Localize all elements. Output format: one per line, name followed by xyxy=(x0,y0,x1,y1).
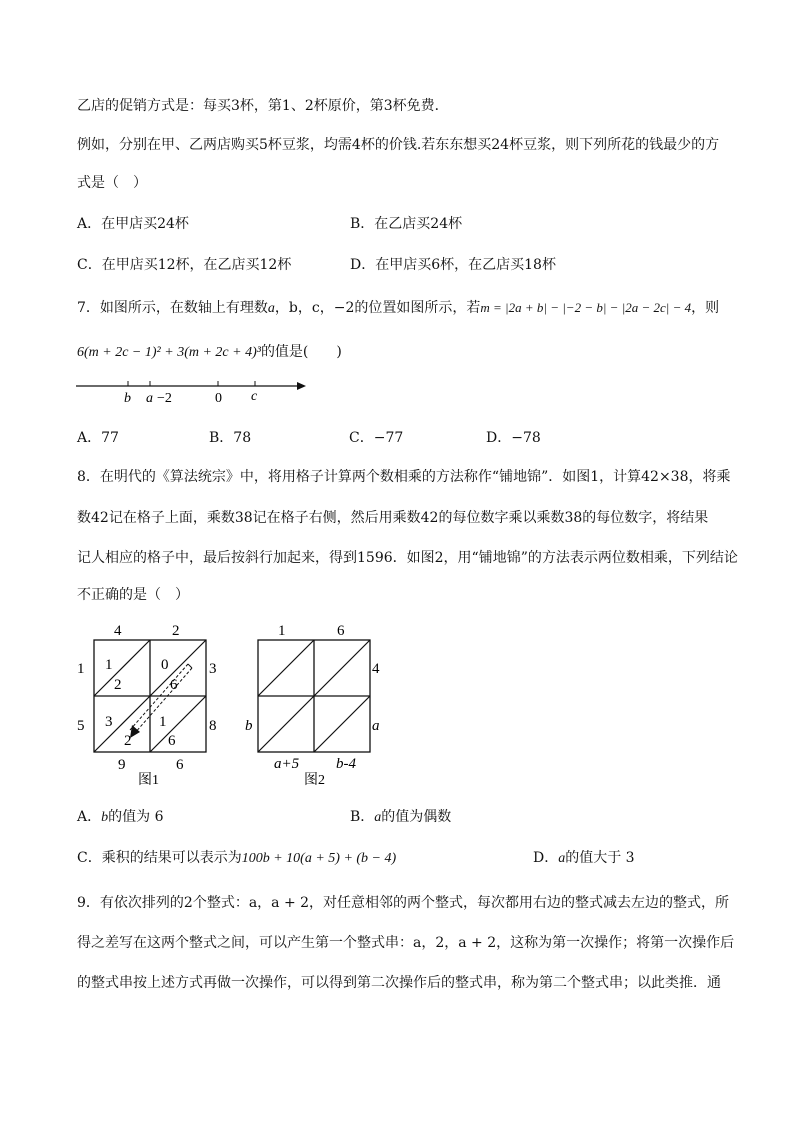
q8-opt-a-text: 的值为 6 xyxy=(108,809,164,825)
question-6-intro-line-3: 式是（ ） xyxy=(77,175,147,191)
fig1-cell-2b: 2 xyxy=(124,733,132,749)
q8-option-c xyxy=(77,848,396,869)
q7-option-c: C．−77 xyxy=(349,430,404,446)
fig1-bottom-6: 6 xyxy=(176,757,184,773)
fig2-bottom-a-plus-5: a+5 xyxy=(274,756,300,772)
q7-formula-m: m = |2a + b| − |−2 − b| − |2a − 2c| − 4 xyxy=(480,300,692,315)
q8-stem-line-3: 记人相应的格子中，最后按斜行加起来，得到1596．如图2，用“铺地锦”的方法表示两位数相乘，下列结论 xyxy=(77,550,738,566)
diagonal-arrow-icon xyxy=(130,725,140,738)
q8-opt-d-prefix: D． xyxy=(533,850,559,866)
fig1-cell-1b: 1 xyxy=(159,714,167,730)
q7-stem-d: 的值是( ) xyxy=(260,344,342,360)
fig1-bottom-9: 9 xyxy=(118,757,126,773)
axis-label-c: c xyxy=(251,389,258,404)
q8-opt-b-prefix: B． xyxy=(350,809,375,825)
q8-opt-d-var: a xyxy=(558,851,566,866)
fig1-left-5: 5 xyxy=(77,718,85,734)
fig2-top-6: 6 xyxy=(337,623,345,639)
fig1-top-4: 4 xyxy=(114,623,122,639)
question-6-intro-line-2: 例如，分别在甲、乙两店购买5杯豆浆，均需4杯的价钱.若东东想买24杯豆浆，则下列所花的钱最少的方 xyxy=(77,137,720,153)
fig1-cell-3: 3 xyxy=(105,714,113,730)
q9-stem-line-3: 的整式串按上述方式再做一次操作，可以得到第二次操作后的整式串，称为第二个整式串；以此类推．通 xyxy=(77,975,721,991)
q7-stem-b: ，b，c，−2的位置如图所示，若 xyxy=(274,300,481,316)
fig1-right-3: 3 xyxy=(209,661,217,677)
q7-option-b: B．78 xyxy=(209,430,252,446)
fig2-right-4: 4 xyxy=(372,661,380,677)
q8-stem-line-1: 8．在明代的《算法统宗》中，将用格子计算两个数相乘的方法称作“铺地锦”．如图1，计算42×38，将乘 xyxy=(77,469,731,485)
q7-formula-expression: 6(m + 2c − 1)² + 3(m + 2c + 4)³ xyxy=(77,345,261,360)
fig2-top-1: 1 xyxy=(278,623,286,639)
q8-option-d xyxy=(533,848,635,869)
fig1-left-1: 1 xyxy=(77,661,85,677)
axis-label-zero: 0 xyxy=(215,391,222,406)
q8-opt-b-var: a xyxy=(374,810,382,825)
q8-opt-c-formula: 100b + 10(a + 5) + (b − 4) xyxy=(241,851,397,866)
fig2-caption: 图2 xyxy=(304,773,325,788)
axis-label-a: a xyxy=(146,391,153,406)
question-6-intro-line-1: 乙店的促销方式是：每买3杯，第1、2杯原价，第3杯免费． xyxy=(77,98,449,114)
q7-var-a: a xyxy=(267,301,275,316)
q8-opt-a-var: b xyxy=(101,810,109,825)
q8-opt-d-text: 的值大于 3 xyxy=(565,850,635,866)
fig1-cell-0: 0 xyxy=(161,657,169,673)
q7-stem-line-1 xyxy=(77,298,719,319)
q9-stem-line-2: 得之差写在这两个整式之间，可以产生第一个整式串：a，2，a + 2，这称为第一次操作；将第一次操作后 xyxy=(77,935,735,951)
fig2-right-a: a xyxy=(372,718,380,734)
q7-option-d: D．−78 xyxy=(486,430,541,446)
q6-option-c: C．在甲店买12杯，在乙店买12杯 xyxy=(77,257,292,273)
q6-option-d: D．在甲店买6杯，在乙店买18杯 xyxy=(350,257,556,273)
fig1-right-8: 8 xyxy=(209,718,217,734)
fig1-caption: 图1 xyxy=(138,773,159,788)
q7-stem-a: 7．如图所示，在数轴上有理数 xyxy=(77,300,268,316)
fig1-cell-6a: 6 xyxy=(170,677,178,693)
fig2-bottom-b-minus-4: b-4 xyxy=(336,756,356,772)
q7-number-line xyxy=(74,376,309,410)
fig1-cell-1: 1 xyxy=(105,657,113,673)
q7-stem-line-2 xyxy=(77,342,342,363)
fig1-top-2: 2 xyxy=(172,623,180,639)
q8-stem-line-4: 不正确的是（ ） xyxy=(77,587,189,603)
q8-opt-a-prefix: A． xyxy=(77,809,102,825)
q8-stem-line-2: 数42记在格子上面，乘数38记在格子右侧，然后用乘数42的每位数字乘以乘数38的每位数字，将结果 xyxy=(77,510,709,526)
q8-option-a xyxy=(77,807,163,828)
q6-option-a: A．在甲店买24杯 xyxy=(77,216,189,232)
q6-option-b: B．在乙店买24杯 xyxy=(350,216,463,232)
fig2-left-b: b xyxy=(245,718,253,734)
axis-label-neg2: −2 xyxy=(157,391,172,406)
q9-stem-line-1: 9．有依次排列的2个整式：a，a + 2，对任意相邻的两个整式，每次都用右边的整式减去左边的整式，所 xyxy=(77,895,730,911)
q7-option-a: A．77 xyxy=(77,430,119,446)
q8-opt-c-prefix: C．乘积的结果可以表示为 xyxy=(77,850,242,866)
q8-option-b xyxy=(350,807,451,828)
fig1-cell-6b: 6 xyxy=(168,733,176,749)
q7-stem-c: ，则 xyxy=(691,300,720,316)
q8-figure-1 xyxy=(70,618,230,790)
fig1-cell-2: 2 xyxy=(114,677,122,693)
q8-opt-b-text: 的值为偶数 xyxy=(381,809,452,825)
axis-label-b: b xyxy=(124,391,131,406)
q8-figure-2 xyxy=(240,618,400,790)
